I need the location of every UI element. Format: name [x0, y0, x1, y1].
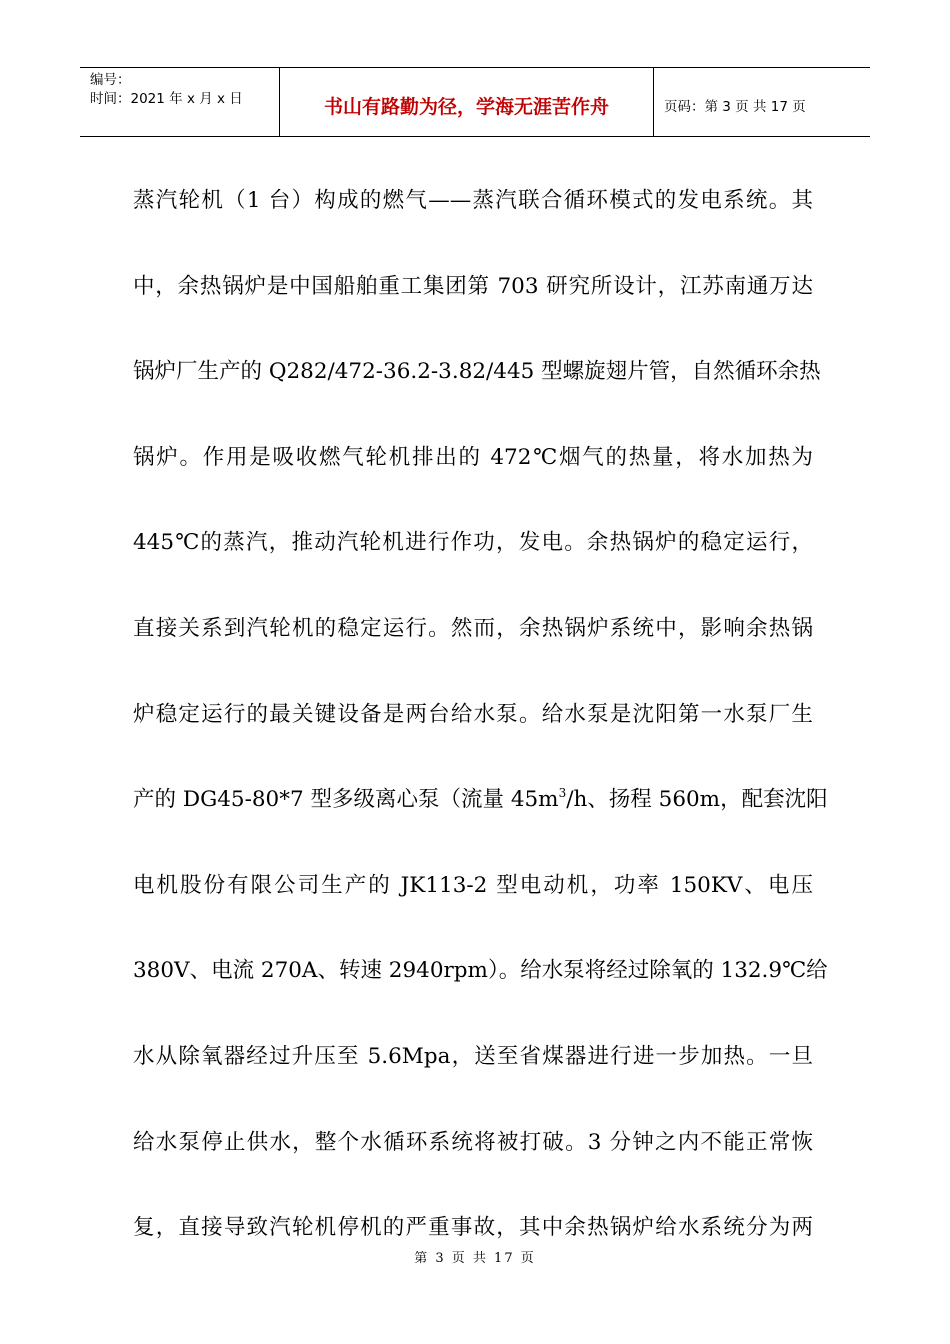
body-line-9: 电机股份有限公司生产的 JK113-2 型电动机，功率 150KV、电压 — [133, 872, 813, 898]
body-line-8-part2: /h、扬程 560m，配套沈阳 — [566, 787, 828, 813]
doc-number-label: 编号： — [90, 72, 131, 88]
body-line-4: 锅炉。作用是吸收燃气轮机排出的 472℃烟气的热量，将水加热为 — [133, 444, 813, 470]
body-text — [133, 158, 828, 1271]
body-line-2: 中，余热锅炉是中国船舶重工集团第 703 研究所设计，江苏南通万达 — [133, 273, 813, 299]
body-line-12: 给水泵停止供水，整个水循环系统将被打破。3 分钟之内不能正常恢 — [133, 1129, 813, 1155]
body-line-8-part1: 产的 DG45-80*7 型多级离心泵（流量 45m — [133, 787, 559, 813]
page-header — [80, 67, 870, 137]
body-line-3: 锅炉厂生产的 Q282/472-36.2-3.82/445 型螺旋翅片管，自然循环余热 — [133, 359, 821, 385]
body-line-1: 蒸汽轮机（1 台）构成的燃气——蒸汽联合循环模式的发电系统。其 — [133, 188, 813, 213]
body-line-8 — [133, 757, 828, 843]
body-line-5: 445℃的蒸汽，推动汽轮机进行作功，发电。余热锅炉的稳定运行， — [133, 530, 813, 556]
body-line-13: 复，直接导致汽轮机停机的严重事故，其中余热锅炉给水系统分为两 — [133, 1215, 813, 1241]
body-line-11: 水从除氧器经过升压至 5.6Mpa，送至省煤器进行进一步加热。一旦 — [133, 1043, 813, 1069]
superscript-3: 3 — [558, 786, 567, 801]
body-line-10: 380V、电流 270A、转速 2940rpm）。给水泵将经过除氧的 132.9℃给 — [133, 958, 828, 984]
page-footer: 第 3 页 共 17 页 — [414, 1251, 536, 1266]
body-line-7: 炉稳定运行的最关键设备是两台给水泵。给水泵是沈阳第一水泵厂生 — [133, 701, 813, 727]
header-meta — [80, 68, 280, 136]
doc-time-label: 时间：2021 年 x 月 x 日 — [90, 91, 243, 107]
header-page-code: 页码：第 3 页 共 17 页 — [664, 99, 806, 115]
body-line-6: 直接关系到汽轮机的稳定运行。然而，余热锅炉系统中，影响余热锅 — [133, 615, 813, 641]
header-motto: 书山有路勤为径，学海无涯苦作舟 — [280, 68, 654, 136]
